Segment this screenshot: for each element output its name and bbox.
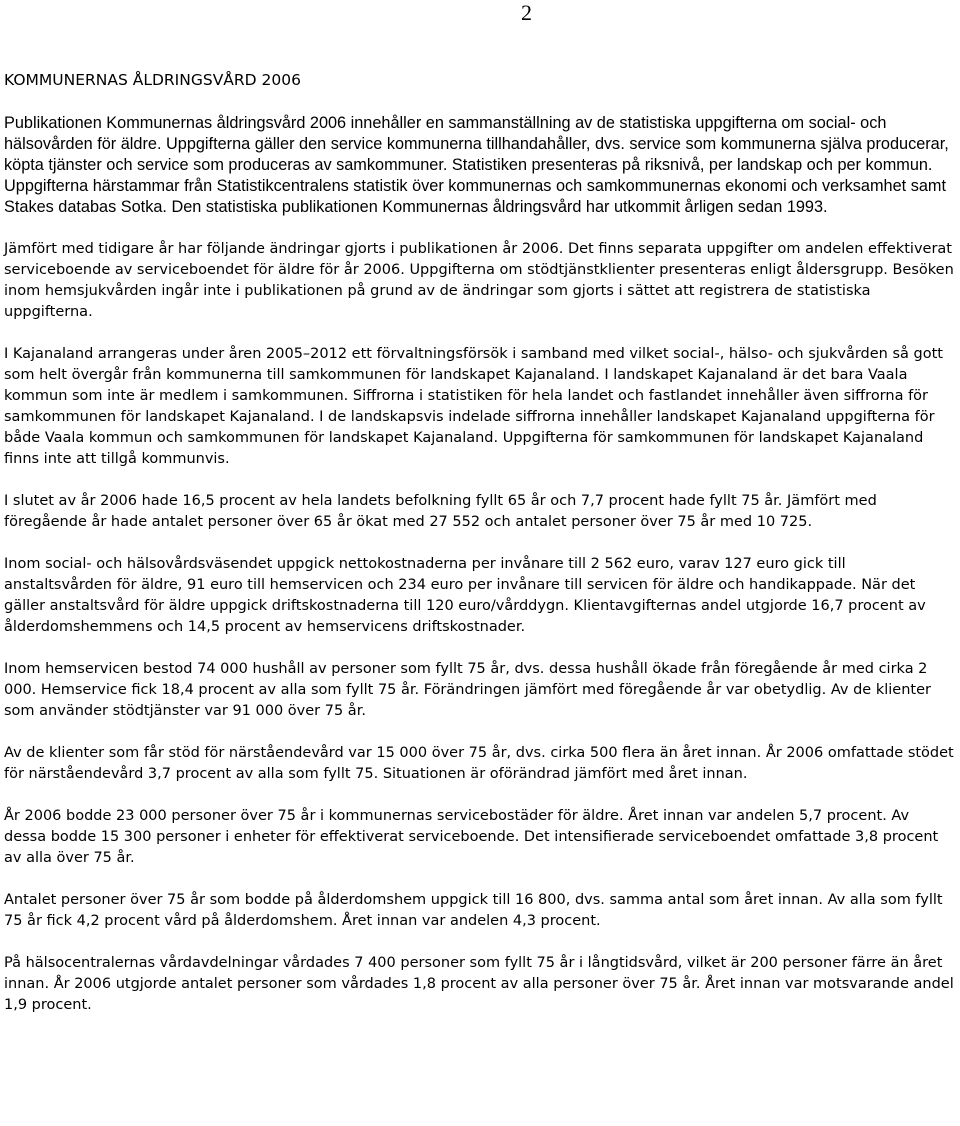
paragraph-costs: Inom social- och hälsovårdsväsendet uppgick nettokostnaderna per invånare till 2 562 euro, varav 127 euro gick till anstaltsvården för äldre, 91 euro till hemservicen och 234 euro per invånare till servicen för äldre och handikappade. När det gäller anstaltsvård för äldre uppgick driftskostnaderna till 120 euro/vårddygn. Klientavgifternas andel utgjorde 16,7 procent av ålderdomshemmens och 14,5 procent av hemservicens driftskostnader. bbox=[4, 556, 926, 635]
paragraph-home-service: Inom hemservicen bestod 74 000 hushåll av personer som fyllt 75 år, dvs. dessa hushåll ökade från föregående år med cirka 2 000. Hemservice fick 18,4 procent av alla som fyllt 75 år. Förändringen jämfört med föregående år var obetydlig. Av de klienter som använder stödtjänster var 91 000 över 75 år. bbox=[4, 661, 931, 719]
page-number: 2 bbox=[521, 0, 532, 25]
document-title: KOMMUNERNAS ÅLDRINGSVÅRD 2006 bbox=[4, 71, 301, 89]
document-body bbox=[4, 70, 954, 1037]
paragraph-kajanaland: I Kajanaland arrangeras under åren 2005–2012 ett förvaltningsförsök i samband med vilket social-, hälso- och sjukvården så gott som helt övergår från kommunerna till samkommunen för landskapet Kajanaland. I landskapet Kajanaland är det bara Vaala kommun som inte är medlem i samkommunen. Siffrorna i statistiken för hela landet och fastlandet innehåller även siffrorna för samkommunen för landskapet Kajanaland. I de landskapsvis indelade siffrorna innehåller landskapet Kajanaland uppgifterna för både Vaala kommun och samkommunen för landskapet Kajanaland. Uppgifterna för samkommunen för landskapet Kajanaland finns inte att tillgå kommunvis. bbox=[4, 346, 943, 467]
paragraph-population: I slutet av år 2006 hade 16,5 procent av hela landets befolkning fyllt 65 år och 7,7 procent hade fyllt 75 år. Jämfört med föregående år hade antalet personer över 65 år ökat med 27 552 och antalet personer över 75 år med 10 725. bbox=[4, 493, 877, 530]
paragraph-intro: Publikationen Kommunernas åldringsvård 2006 innehåller en sammanställning av de statistiska uppgifterna om social- och hälsovården för äldre. Uppgifterna gäller den service kommunerna tillhandahåller, dvs. service som kommunerna själva producerar, köpta tjänster och service som produceras av samkommuner. Statistiken presenteras på riksnivå, per landskap och per kommun. Uppgifterna härstammar från Statistikcentralens statistik över kommunernas och samkommunernas ekonomi och verksamhet samt Stakes databas Sotka. Den statistiska publikationen Kommunernas åldringsvård har utkommit årligen sedan 1993. bbox=[4, 114, 949, 216]
paragraph-changes: Jämfört med tidigare år har följande ändringar gjorts i publikationen år 2006. Det finns separata uppgifter om andelen effektiverat serviceboende av serviceboendet för äldre för år 2006. Uppgifterna om stödtjänstklienter presenteras enligt åldersgrupp. Besöken inom hemsjukvården ingår inte i publikationen på grund av de ändringar som gjorts i sättet att registrera de statistiska uppgifterna. bbox=[4, 241, 954, 320]
paragraph-health-centres: På hälsocentralernas vårdavdelningar vårdades 7 400 personer som fyllt 75 år i långtidsvård, vilket är 200 personer färre än året innan. År 2006 utgjorde antalet personer som vårdades 1,8 procent av alla personer över 75 år. Året innan var motsvarande andel 1,9 procent. bbox=[4, 955, 954, 1013]
paragraph-informal-care: Av de klienter som får stöd för närståendevård var 15 000 över 75 år, dvs. cirka 500 flera än året innan. År 2006 omfattade stödet för närståendevård 3,7 procent av alla som fyllt 75. Situationen är oförändrad jämfört med året innan. bbox=[4, 745, 954, 782]
paragraph-old-peoples-homes: Antalet personer över 75 år som bodde på ålderdomshem uppgick till 16 800, dvs. samma antal som året innan. Av alla som fyllt 75 år fick 4,2 procent vård på ålderdomshem. Året innan var andelen 4,3 procent. bbox=[4, 892, 943, 929]
paragraph-service-housing: År 2006 bodde 23 000 personer över 75 år i kommunernas servicebostäder för äldre. Året innan var andelen 5,7 procent. Av dessa bodde 15 300 personer i enheter för effektiverat serviceboende. Det intensifierade serviceboendet omfattade 3,8 procent av alla över 75 år. bbox=[4, 808, 939, 866]
